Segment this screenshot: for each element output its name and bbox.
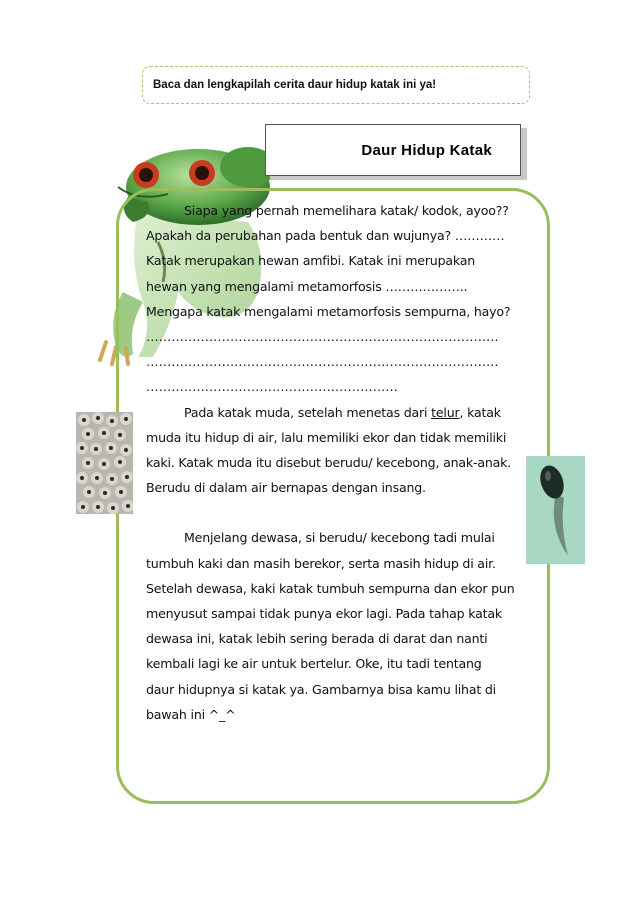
instruction-text: Baca dan lengkapilah cerita daur hidup katak ini ya! <box>153 79 437 91</box>
title-box <box>265 124 521 176</box>
tadpole-image <box>526 456 585 564</box>
story-line: dewasa ini, katak lebih sering berada di darat dan nanti <box>146 631 488 647</box>
story-line: kembali lagi ke air untuk bertelur. Oke, itu tadi tentang <box>146 656 482 672</box>
story-text <box>146 198 530 727</box>
story-line: tumbuh kaki dan masih berekor, serta masih hidup di air. <box>146 555 496 571</box>
story-line: daur hidupnya si katak ya. Gambarnya bisa kamu lihat di <box>146 681 496 697</box>
answer-dots: ………………………………………………………………………… <box>146 354 499 370</box>
story-line: bawah ini ^_^ <box>146 706 236 722</box>
story-line: Siapa yang pernah memelihara katak/ kodok, ayoo?? <box>184 203 509 218</box>
frog-eggs-image <box>76 412 133 514</box>
story-line: menyusut sampai tidak punya ekor lagi. Pada tahap katak <box>146 606 502 621</box>
story-line: Katak merupakan hewan amfibi. Katak ini merupakan <box>146 253 476 269</box>
instruction-box <box>142 66 530 104</box>
story-line: Menjelang dewasa, si berudu/ kecebong tadi mulai <box>184 530 495 546</box>
page-title: Daur Hidup Katak <box>361 141 492 159</box>
story-line: kaki. Katak muda itu disebut berudu/ kecebong, anak-anak. <box>146 454 512 470</box>
paragraph-gap <box>146 500 530 525</box>
story-line: Berudu di dalam air bernapas dengan insang. <box>146 480 426 496</box>
story-line <box>146 400 530 425</box>
story-line: Setelah dewasa, kaki katak tumbuh sempurna dan ekor pun <box>146 580 515 596</box>
telur-link[interactable]: telur <box>431 404 460 420</box>
story-line: Apakah da perubahan pada bentuk dan wujunya? ………… <box>146 228 505 244</box>
story-line: Mengapa katak mengalami metamorfosis sempurna, hayo? <box>146 303 511 319</box>
answer-dots: ………………………………………………………………………… <box>146 328 499 344</box>
answer-dots: …………………………………………………… <box>146 379 398 395</box>
story-line: muda itu hidup di air, lalu memiliki ekor dan tidak memiliki <box>146 429 507 445</box>
story-text-span: Pada katak muda, setelah menetas dari <box>184 404 432 420</box>
story-text-span: , katak <box>459 404 501 420</box>
story-line: hewan yang mengalami metamorfosis ……………….. <box>146 278 468 294</box>
